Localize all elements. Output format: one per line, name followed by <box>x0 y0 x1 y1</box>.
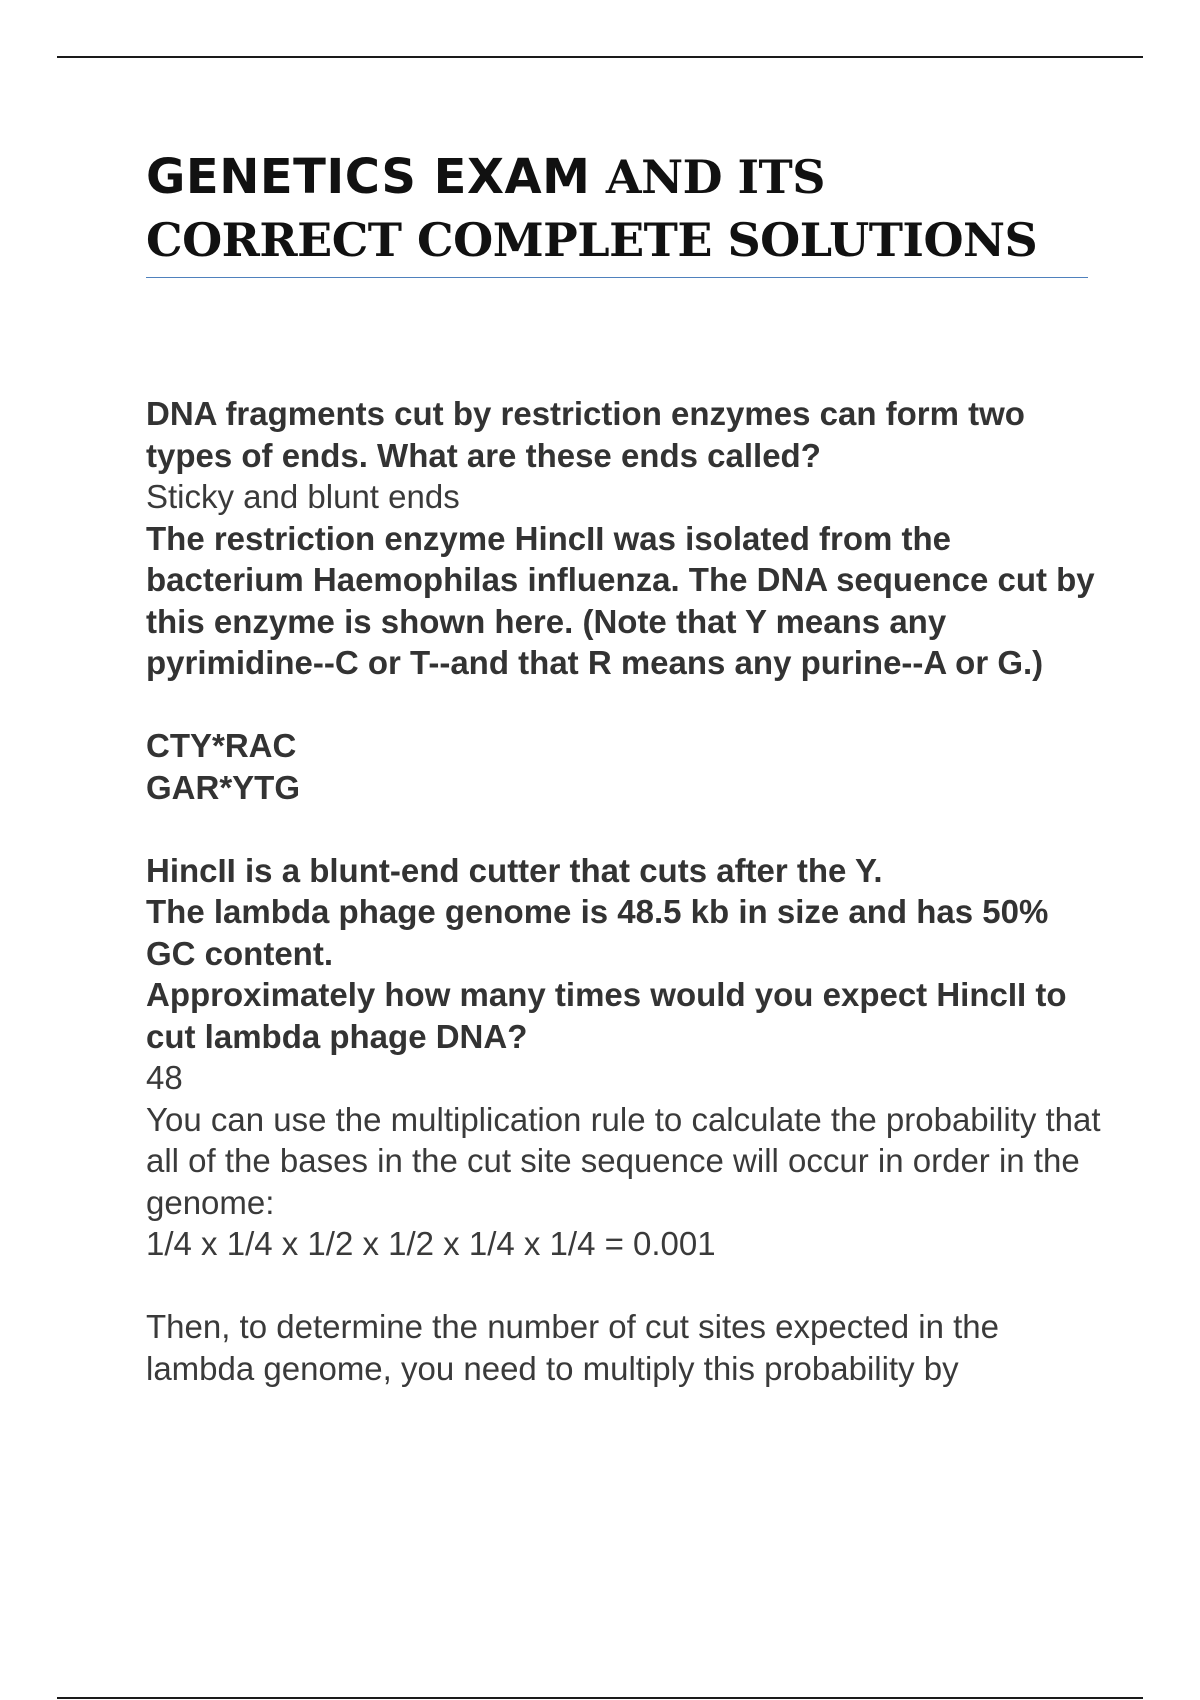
answer-2-continuation: Then, to determine the number of cut sites expected in the lambda genome, you need to multiply this probability by <box>146 1308 999 1387</box>
title-underline <box>146 277 1088 278</box>
spacer <box>146 684 1106 726</box>
answer-2-explanation: You can use the multiplication rule to calculate the probability that all of the bases in the cut site sequence will occur in order in the genome: <box>146 1100 1101 1221</box>
title-lead: GENETICS EXAM <box>146 149 591 205</box>
spacer <box>146 808 1106 850</box>
top-rule <box>57 56 1143 58</box>
sequence-top-strand: CTY*RAC <box>146 727 297 764</box>
answer-1: Sticky and blunt ends <box>146 478 460 515</box>
title-rest: AND ITS CORRECT COMPLETE SOLUTIONS <box>146 150 1038 267</box>
question-2-note: HincII is a blunt-end cutter that cuts after the Y. <box>146 851 883 889</box>
spacer <box>146 1265 1106 1307</box>
answer-2-calculation: 1/4 x 1/4 x 1/2 x 1/2 x 1/4 x 1/4 = 0.001 <box>146 1225 716 1262</box>
answer-2-value: 48 <box>146 1059 183 1096</box>
sequence-bottom-strand: GAR*YTG <box>146 768 301 806</box>
question-1: DNA fragments cut by restriction enzymes can form two types of ends. What are these ends called? <box>146 395 1025 474</box>
document-body <box>146 393 1106 1389</box>
bottom-rule <box>57 1697 1143 1699</box>
question-2-intro: The restriction enzyme HincII was isolated from the bacterium Haemophilas influenza. The DNA sequence cut by this enzyme is shown here. (Note that Y means any pyrimidine--C or T--and that R means any purine--A or G.) <box>146 519 1095 681</box>
question-2-question: Approximately how many times would you expect HincII to cut lambda phage DNA? <box>146 976 1067 1055</box>
question-2-genome: The lambda phage genome is 48.5 kb in size and has 50% GC content. <box>146 893 1049 972</box>
page-title <box>146 146 1096 272</box>
